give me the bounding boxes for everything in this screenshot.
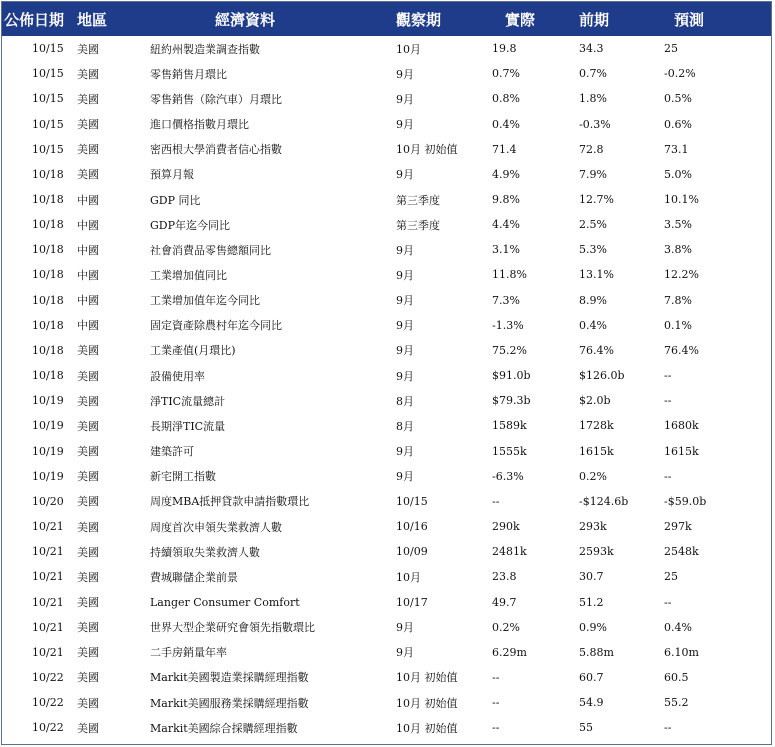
cell-previous: 5.88m <box>579 645 614 659</box>
cell-economic-data: 密西根大學消費者信心指數 <box>150 143 282 157</box>
cell-actual: 4.4% <box>492 218 520 232</box>
cell-date: 10/19 <box>32 444 64 458</box>
table-row <box>2 615 772 640</box>
cell-economic-data: 進口價格指數月環比 <box>150 118 249 132</box>
cell-period: 10月 初始值 <box>396 671 458 685</box>
cell-period: 9月 <box>396 445 414 459</box>
cell-period: 10/17 <box>396 595 428 609</box>
cell-region: 美國 <box>77 67 99 81</box>
cell-economic-data: 預算月報 <box>150 168 194 182</box>
cell-period: 9月 <box>396 646 414 660</box>
cell-economic-data: Markit美國服務業採購經理指數 <box>150 696 309 710</box>
cell-region: 美國 <box>77 92 99 106</box>
cell-region: 美國 <box>77 596 99 610</box>
cell-region: 中國 <box>77 218 99 232</box>
cell-period: 9月 <box>396 319 414 333</box>
cell-period: 9月 <box>396 118 414 132</box>
cell-actual: 6.29m <box>492 645 527 659</box>
cell-forecast: 3.8% <box>664 243 692 257</box>
cell-period: 第三季度 <box>396 193 440 207</box>
cell-forecast: -- <box>664 595 672 609</box>
cell-date: 10/18 <box>32 343 64 357</box>
cell-forecast: 76.4% <box>664 343 699 357</box>
cell-forecast: 60.5 <box>664 670 689 684</box>
cell-date: 10/18 <box>32 318 64 332</box>
cell-region: 美國 <box>77 470 99 484</box>
cell-previous: 0.2% <box>579 469 607 483</box>
cell-economic-data: 零售銷售（除汽車）月環比 <box>150 92 282 106</box>
cell-actual: 0.4% <box>492 117 520 131</box>
cell-previous: 0.4% <box>579 318 607 332</box>
cell-region: 美國 <box>77 696 99 710</box>
cell-period: 10月 初始值 <box>396 143 458 157</box>
cell-actual: 75.2% <box>492 343 527 357</box>
table-row <box>2 363 772 388</box>
cell-previous: 7.9% <box>579 167 607 181</box>
cell-forecast: 12.2% <box>664 268 699 282</box>
cell-date: 10/15 <box>32 142 64 156</box>
cell-economic-data: 新宅開工指數 <box>150 470 216 484</box>
cell-period: 10月 初始值 <box>396 721 458 735</box>
cell-actual: 2481k <box>492 545 527 559</box>
cell-period: 9月 <box>396 168 414 182</box>
table-row <box>2 288 772 313</box>
table-header-row <box>2 2 772 36</box>
cell-period: 9月 <box>396 92 414 106</box>
cell-date: 10/15 <box>32 42 64 56</box>
cell-economic-data: 世界大型企業研究會領先指數環比 <box>150 621 315 635</box>
cell-region: 美國 <box>77 621 99 635</box>
cell-date: 10/21 <box>32 520 64 534</box>
cell-forecast: 55.2 <box>664 696 689 710</box>
cell-actual: 7.3% <box>492 293 520 307</box>
table-row <box>2 61 772 86</box>
cell-previous: -$124.6b <box>579 494 629 508</box>
cell-forecast: 7.8% <box>664 293 692 307</box>
cell-previous: 55 <box>579 721 593 735</box>
cell-forecast: -- <box>664 721 672 735</box>
cell-economic-data: 費城聯儲企業前景 <box>150 570 238 584</box>
cell-date: 10/18 <box>32 193 64 207</box>
cell-economic-data: 工業增加值同比 <box>150 268 227 282</box>
cell-actual: $79.3b <box>492 394 531 408</box>
table-row <box>2 262 772 287</box>
cell-economic-data: Langer Consumer Comfort <box>150 595 300 609</box>
table-row <box>2 464 772 489</box>
cell-date: 10/21 <box>32 545 64 559</box>
cell-date: 10/20 <box>32 494 64 508</box>
cell-previous: 8.9% <box>579 293 607 307</box>
cell-economic-data: 工業產值(月環比) <box>150 344 236 358</box>
table-row <box>2 162 772 187</box>
cell-period: 9月 <box>396 243 414 257</box>
cell-region: 美國 <box>77 369 99 383</box>
header-period: 觀察期 <box>396 10 442 29</box>
cell-date: 10/18 <box>32 243 64 257</box>
cell-actual: 19.8 <box>492 42 517 56</box>
table-row <box>2 187 772 212</box>
cell-previous: 2593k <box>579 545 614 559</box>
cell-actual: -- <box>492 696 500 710</box>
cell-date: 10/18 <box>32 293 64 307</box>
cell-previous: 0.9% <box>579 620 607 634</box>
cell-economic-data: GDP 同比 <box>150 193 201 207</box>
cell-date: 10/18 <box>32 268 64 282</box>
table-row <box>2 237 772 262</box>
cell-date: 10/21 <box>32 570 64 584</box>
cell-economic-data: 建築許可 <box>150 445 194 459</box>
cell-date: 10/19 <box>32 419 64 433</box>
cell-economic-data: 長期淨TIC流量 <box>150 419 226 433</box>
cell-period: 9月 <box>396 344 414 358</box>
cell-actual: 11.8% <box>492 268 527 282</box>
cell-forecast: -0.2% <box>664 67 696 81</box>
cell-actual: -- <box>492 721 500 735</box>
cell-forecast: -- <box>664 469 672 483</box>
header-forecast: 預測 <box>674 10 705 29</box>
cell-forecast: 0.4% <box>664 620 692 634</box>
cell-actual: 1589k <box>492 419 527 433</box>
cell-previous: 1.8% <box>579 92 607 106</box>
cell-actual: -- <box>492 494 500 508</box>
cell-region: 美國 <box>77 495 99 509</box>
cell-previous: 51.2 <box>579 595 604 609</box>
cell-period: 9月 <box>396 369 414 383</box>
cell-date: 10/22 <box>32 721 64 735</box>
cell-date: 10/15 <box>32 67 64 81</box>
cell-region: 中國 <box>77 193 99 207</box>
table-row <box>2 690 772 715</box>
cell-date: 10/21 <box>32 645 64 659</box>
cell-forecast: 2548k <box>664 545 699 559</box>
cell-forecast: 10.1% <box>664 193 699 207</box>
table-row <box>2 111 772 136</box>
cell-region: 美國 <box>77 671 99 685</box>
table-row <box>2 715 772 740</box>
cell-date: 10/22 <box>32 670 64 684</box>
cell-date: 10/18 <box>32 167 64 181</box>
cell-actual: 23.8 <box>492 570 517 584</box>
cell-period: 9月 <box>396 470 414 484</box>
cell-date: 10/22 <box>32 696 64 710</box>
header-actual: 實際 <box>505 10 536 29</box>
cell-previous: 1615k <box>579 444 614 458</box>
cell-date: 10/19 <box>32 469 64 483</box>
cell-actual: -1.3% <box>492 318 524 332</box>
cell-economic-data: GDP年迄今同比 <box>150 218 231 232</box>
cell-date: 10/21 <box>32 595 64 609</box>
table-row <box>2 564 772 589</box>
cell-forecast: 1680k <box>664 419 699 433</box>
header-date: 公佈日期 <box>4 10 65 29</box>
cell-forecast: 5.0% <box>664 167 692 181</box>
cell-period: 10/16 <box>396 520 428 534</box>
cell-forecast: 297k <box>664 520 692 534</box>
cell-actual: 0.2% <box>492 620 520 634</box>
cell-previous: 13.1% <box>579 268 614 282</box>
cell-region: 美國 <box>77 570 99 584</box>
cell-region: 美國 <box>77 168 99 182</box>
cell-period: 9月 <box>396 268 414 282</box>
cell-actual: 3.1% <box>492 243 520 257</box>
table-row <box>2 86 772 111</box>
table-row <box>2 338 772 363</box>
cell-region: 美國 <box>77 419 99 433</box>
cell-period: 9月 <box>396 621 414 635</box>
cell-period: 8月 <box>396 419 414 433</box>
table-row <box>2 589 772 614</box>
cell-region: 中國 <box>77 294 99 308</box>
cell-region: 美國 <box>77 118 99 132</box>
cell-previous: 0.7% <box>579 67 607 81</box>
cell-region: 美國 <box>77 520 99 534</box>
cell-previous: 60.7 <box>579 670 604 684</box>
cell-economic-data: 設備使用率 <box>150 369 205 383</box>
cell-previous: 30.7 <box>579 570 604 584</box>
table-body <box>2 36 772 740</box>
cell-economic-data: 周度首次申領失業救濟人數 <box>150 520 282 534</box>
cell-previous: 54.9 <box>579 696 604 710</box>
cell-date: 10/15 <box>32 117 64 131</box>
cell-economic-data: 周度MBA抵押貸款申請指數環比 <box>150 495 310 509</box>
cell-economic-data: Markit美國製造業採購經理指數 <box>150 671 309 685</box>
cell-forecast: 1615k <box>664 444 699 458</box>
table-row <box>2 640 772 665</box>
cell-date: 10/18 <box>32 218 64 232</box>
cell-period: 第三季度 <box>396 218 440 232</box>
cell-forecast: -$59.0b <box>664 494 707 508</box>
table-row <box>2 539 772 564</box>
cell-period: 10/09 <box>396 545 428 559</box>
cell-region: 美國 <box>77 394 99 408</box>
cell-economic-data: 固定資產除農村年迄今同比 <box>150 319 282 333</box>
cell-previous: 293k <box>579 520 607 534</box>
cell-actual: 1555k <box>492 444 527 458</box>
cell-previous: $126.0b <box>579 369 625 383</box>
cell-region: 中國 <box>77 319 99 333</box>
cell-actual: -6.3% <box>492 469 524 483</box>
cell-region: 美國 <box>77 721 99 735</box>
cell-previous: 1728k <box>579 419 614 433</box>
cell-previous: 2.5% <box>579 218 607 232</box>
economic-calendar-table <box>2 2 772 740</box>
cell-region: 中國 <box>77 268 99 282</box>
cell-date: 10/15 <box>32 92 64 106</box>
cell-economic-data: 社會消費品零售總額同比 <box>150 243 271 257</box>
cell-forecast: 3.5% <box>664 218 692 232</box>
table-row <box>2 137 772 162</box>
table-row <box>2 489 772 514</box>
cell-actual: $91.0b <box>492 369 531 383</box>
cell-period: 10/15 <box>396 494 428 508</box>
cell-economic-data: 持續領取失業救濟人數 <box>150 545 260 559</box>
table-row <box>2 313 772 338</box>
cell-forecast: 0.5% <box>664 92 692 106</box>
cell-actual: 9.8% <box>492 193 520 207</box>
cell-actual: 71.4 <box>492 142 517 156</box>
cell-actual: -- <box>492 670 500 684</box>
cell-date: 10/21 <box>32 620 64 634</box>
cell-previous: 76.4% <box>579 343 614 357</box>
table-row <box>2 413 772 438</box>
cell-forecast: -- <box>664 394 672 408</box>
cell-previous: -0.3% <box>579 117 611 131</box>
cell-economic-data: 淨TIC流量總計 <box>150 394 226 408</box>
header-previous: 前期 <box>579 10 610 29</box>
cell-region: 美國 <box>77 646 99 660</box>
cell-forecast: 0.1% <box>664 318 692 332</box>
cell-economic-data: 二手房銷量年率 <box>150 646 227 660</box>
cell-region: 美國 <box>77 445 99 459</box>
header-region: 地區 <box>77 10 108 29</box>
cell-period: 10月 初始值 <box>396 696 458 710</box>
cell-previous: 34.3 <box>579 42 604 56</box>
cell-actual: 49.7 <box>492 595 517 609</box>
cell-period: 9月 <box>396 294 414 308</box>
cell-period: 10月 <box>396 42 421 56</box>
cell-forecast: 0.6% <box>664 117 692 131</box>
cell-region: 美國 <box>77 545 99 559</box>
cell-actual: 290k <box>492 520 520 534</box>
table-row <box>2 665 772 690</box>
cell-forecast: -- <box>664 369 672 383</box>
cell-period: 9月 <box>396 67 414 81</box>
table-row <box>2 439 772 464</box>
cell-forecast: 25 <box>664 570 678 584</box>
cell-actual: 4.9% <box>492 167 520 181</box>
cell-previous: $2.0b <box>579 394 611 408</box>
cell-actual: 0.7% <box>492 67 520 81</box>
table-row <box>2 514 772 539</box>
cell-economic-data: 零售銷售月環比 <box>150 67 227 81</box>
cell-previous: 12.7% <box>579 193 614 207</box>
cell-period: 10月 <box>396 570 421 584</box>
table-row <box>2 388 772 413</box>
economic-calendar-table-frame <box>1 1 772 745</box>
header-economic-data: 經濟資料 <box>215 10 276 29</box>
cell-region: 美國 <box>77 344 99 358</box>
cell-economic-data: 紐約州製造業調查指數 <box>150 42 260 56</box>
table-row <box>2 36 772 61</box>
cell-region: 美國 <box>77 42 99 56</box>
cell-region: 美國 <box>77 143 99 157</box>
cell-date: 10/18 <box>32 369 64 383</box>
cell-period: 8月 <box>396 394 414 408</box>
cell-actual: 0.8% <box>492 92 520 106</box>
cell-date: 10/19 <box>32 394 64 408</box>
cell-forecast: 73.1 <box>664 142 689 156</box>
cell-forecast: 25 <box>664 42 678 56</box>
cell-economic-data: Markit美國綜合採購經理指數 <box>150 721 298 735</box>
cell-forecast: 6.10m <box>664 645 699 659</box>
cell-previous: 5.3% <box>579 243 607 257</box>
cell-previous: 72.8 <box>579 142 604 156</box>
cell-region: 中國 <box>77 243 99 257</box>
table-row <box>2 212 772 237</box>
cell-economic-data: 工業增加值年迄今同比 <box>150 294 260 308</box>
